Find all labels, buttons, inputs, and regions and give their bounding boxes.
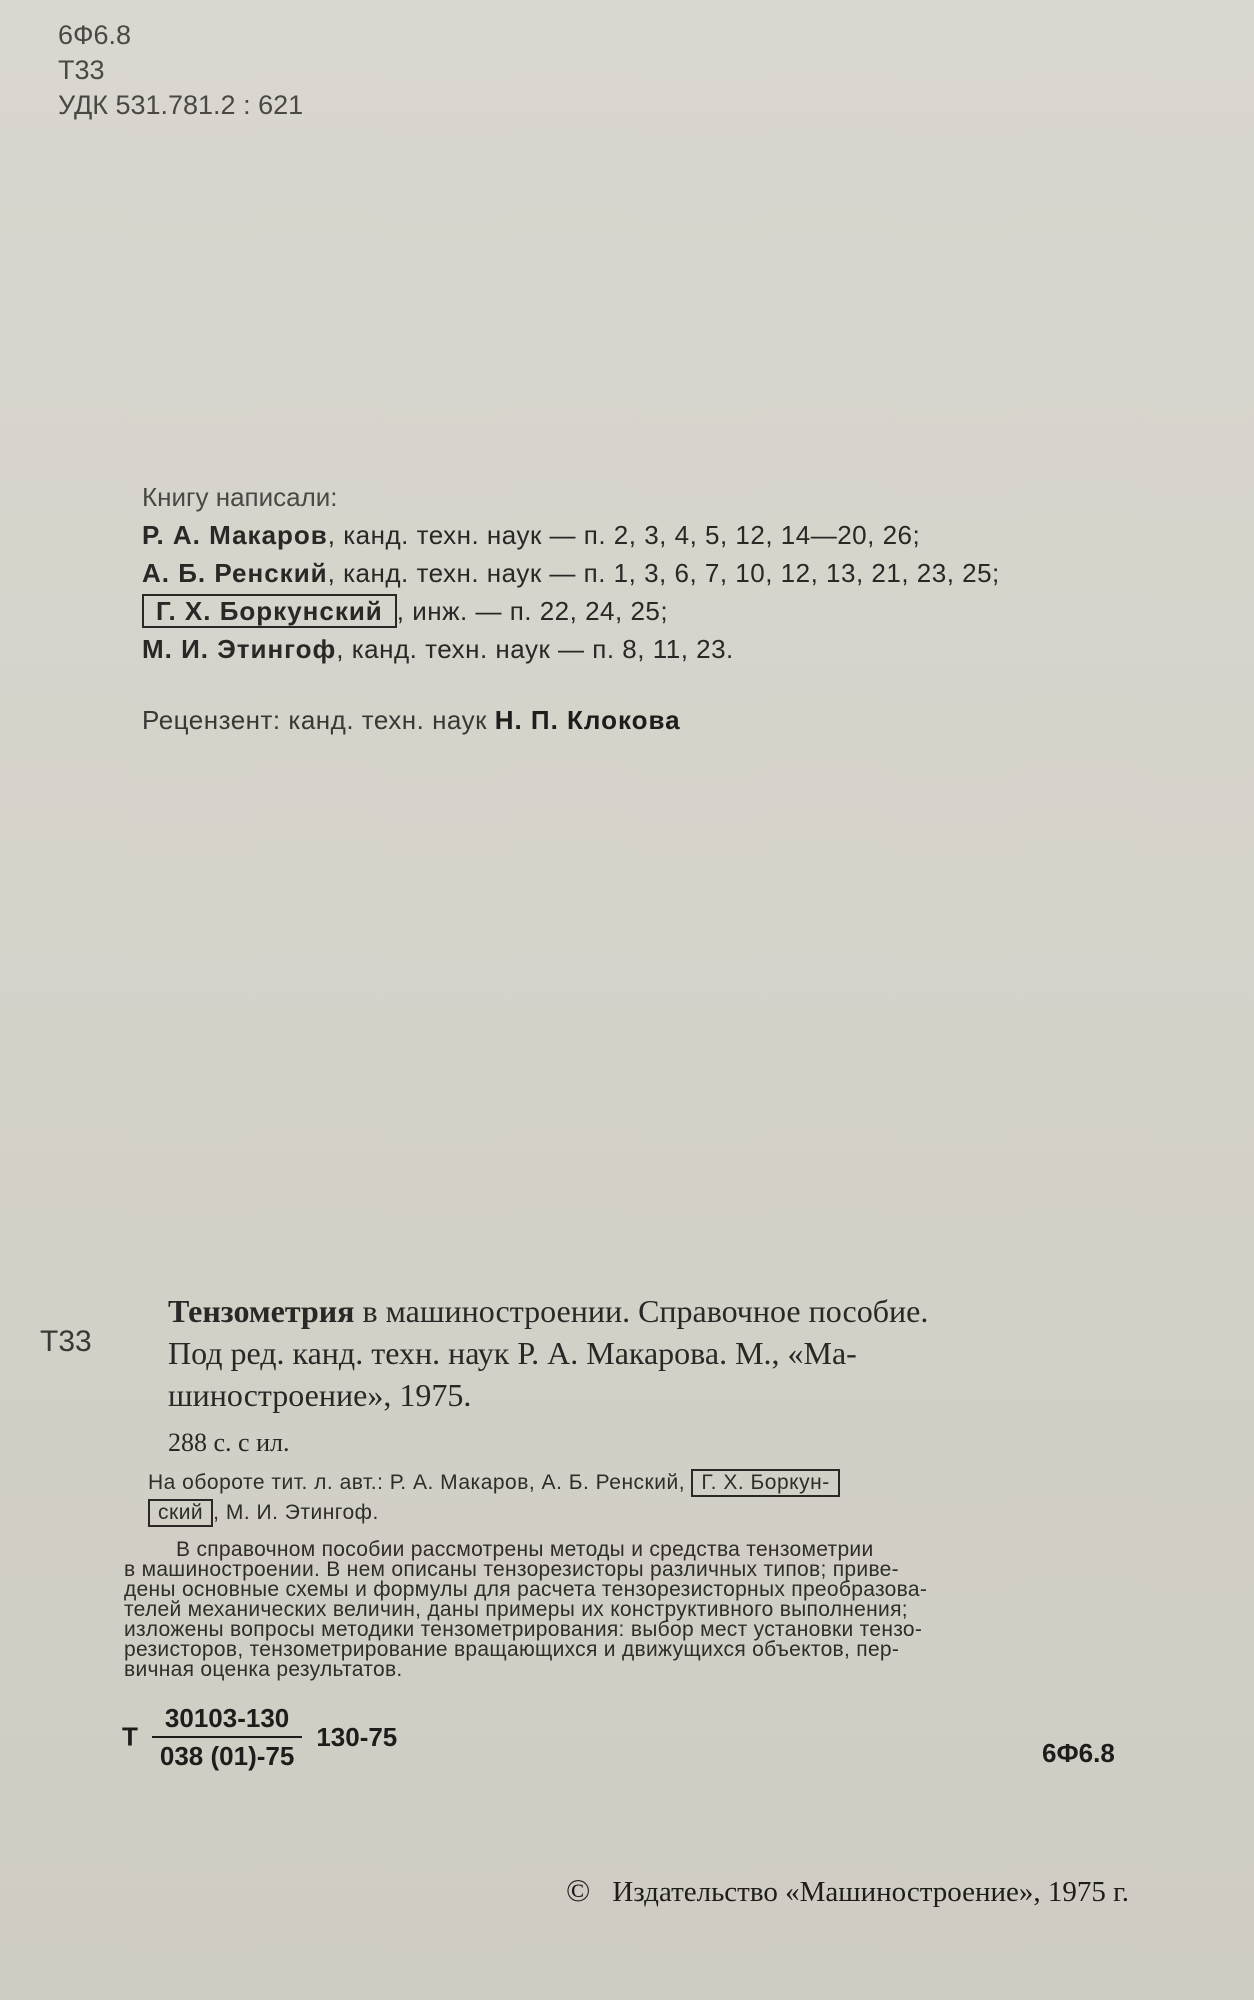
classification-suffix: 130-75 — [316, 1721, 398, 1752]
obverse-boxed-name: Г. Х. Боркун- — [691, 1469, 839, 1497]
author-contribution: , канд. техн. наук — п. 1, 3, 6, 7, 10, 12, 13, 21, 23, 25; — [327, 558, 1000, 588]
classification-numerator: 30103-130 — [152, 1700, 302, 1738]
side-author-mark: Т33 — [40, 1325, 92, 1358]
classification-letter: Т — [122, 1721, 138, 1752]
obverse-boxed-name: ский — [148, 1499, 213, 1527]
classification-index — [122, 1700, 397, 1774]
author-row — [142, 592, 1000, 630]
biblio-line: шиностроение», 1975. — [168, 1377, 472, 1413]
biblio-title: Тензометрия — [168, 1293, 355, 1329]
abstract-line: вичная оценка результатов. — [124, 1658, 403, 1681]
author-name: А. Б. Ренский — [142, 558, 328, 588]
obverse-line — [148, 1498, 840, 1528]
obverse-text: , М. И. Этингоф. — [213, 1501, 379, 1524]
bibliographic-entry — [168, 1290, 1128, 1464]
abstract-line: изложены вопросы методики тензометрирования: выбор мест установки тензо- — [124, 1618, 923, 1641]
author-contribution: , канд. техн. наук — п. 2, 3, 4, 5, 12, 14—20, 26; — [327, 520, 921, 550]
copyright-text: Издательство «Машиностроение», 1975 г. — [612, 1876, 1130, 1908]
author-name: Г. Х. Боркунский — [156, 596, 383, 626]
classification-denominator: 038 (01)-75 — [159, 1741, 295, 1771]
authors-heading: Книгу написали: — [142, 482, 338, 512]
bbk-code: 6Ф6.8 — [58, 20, 132, 50]
udc-code: УДК 531.781.2 : 621 — [58, 90, 304, 120]
biblio-pages: 288 с. с ил. — [168, 1428, 290, 1457]
obverse-line — [148, 1468, 840, 1498]
abstract-line: телей механических величин, даны примеры их конструктивного выполнения; — [124, 1598, 908, 1621]
author-row — [142, 516, 1000, 554]
author-name: Р. А. Макаров — [142, 520, 328, 550]
abstract-line: резисторов, тензометрирование вращающихся и движущихся объектов, пер- — [124, 1638, 900, 1661]
abstract — [124, 1540, 1124, 1680]
biblio-line — [168, 1290, 1128, 1332]
classification-code-right: 6Ф6.8 — [1042, 1738, 1115, 1768]
reviewer-name: Н. П. Клокова — [494, 705, 681, 735]
abstract-line: в машиностроении. В нем описаны тензорезисторы различных типов; приве- — [124, 1558, 899, 1581]
author-contribution: , канд. техн. наук — п. 8, 11, 23. — [336, 634, 734, 664]
classification-fraction — [152, 1700, 302, 1774]
biblio-title-rest: в машиностроении. Справочное пособие. — [354, 1293, 929, 1329]
author-mark: Т33 — [58, 55, 105, 85]
author-contribution: , инж. — п. 22, 24, 25; — [396, 596, 669, 626]
author-row — [142, 630, 1000, 668]
abstract-line: В справочном пособии рассмотрены методы и средства тензометрии — [176, 1538, 874, 1561]
obverse-note — [148, 1468, 840, 1528]
abstract-line: дены основные схемы и формулы для расчета тензорезисторных преобразова- — [124, 1578, 928, 1601]
reviewer-line — [142, 705, 681, 736]
obverse-text: На обороте тит. л. авт.: Р. А. Макаров, А. Б. Ренский, — [148, 1471, 692, 1494]
biblio-line: Под ред. канд. техн. наук Р. А. Макарова. М., «Ма- — [168, 1335, 857, 1371]
reviewer-prefix: Рецензент: канд. техн. наук — [142, 705, 495, 735]
author-row — [142, 554, 1000, 592]
copyright-icon: © — [566, 1872, 591, 1908]
copyright-line — [566, 1872, 1129, 1909]
top-codes — [58, 18, 303, 123]
author-name-boxed — [142, 594, 397, 628]
authors-block — [142, 478, 1000, 668]
author-name: М. И. Этингоф — [142, 634, 337, 664]
